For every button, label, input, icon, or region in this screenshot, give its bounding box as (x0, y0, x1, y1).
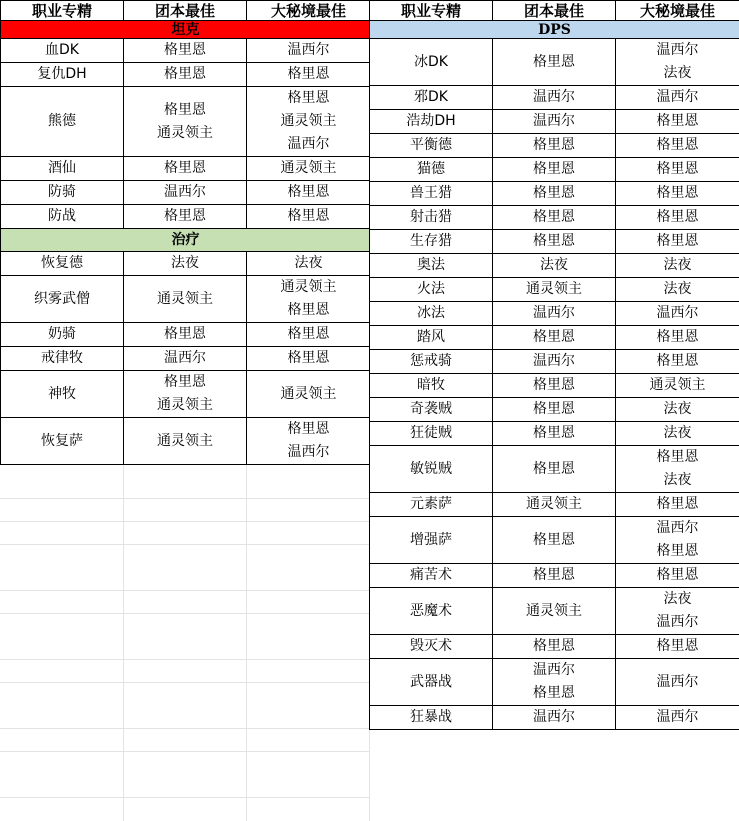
spec-name: 戒律牧 (41, 350, 83, 366)
table-row (1, 371, 371, 418)
spec-cell[interactable] (370, 706, 493, 730)
mplus-covenant-name: 格里恩 (656, 567, 699, 583)
table-row (1, 157, 371, 181)
spec-cell[interactable] (370, 278, 493, 302)
raid-covenant-name: 温西尔 (164, 350, 206, 366)
spec-cell[interactable] (1, 276, 124, 323)
table-row (370, 134, 739, 158)
grid-row-line (0, 498, 370, 499)
section-row-healer (1, 229, 371, 252)
mplus-covenant-name: 格里恩 (287, 350, 330, 366)
spec-name: 酒仙 (48, 160, 76, 176)
spec-cell[interactable] (370, 350, 493, 374)
mplus-covenant-name: 格里恩 (656, 449, 699, 465)
spec-name: 冰法 (417, 305, 445, 321)
spec-name: 兽王猎 (410, 185, 452, 201)
table-row (370, 230, 739, 254)
spec-cell[interactable] (1, 39, 124, 63)
spec-cell[interactable] (1, 323, 124, 347)
raid-covenant-cell[interactable] (493, 517, 616, 564)
table-row (370, 588, 739, 635)
spec-name: 奇袭贼 (410, 401, 452, 417)
spec-cell[interactable] (370, 422, 493, 446)
spec-name: 元素萨 (410, 496, 452, 512)
mplus-covenant-name: 格里恩 (656, 185, 699, 201)
raid-covenant-name: 格里恩 (533, 638, 575, 654)
mplus-covenant-name: 法夜 (663, 425, 692, 441)
raid-covenant-name: 格里恩 (533, 161, 575, 177)
spec-cell[interactable] (370, 659, 493, 706)
raid-covenant-cell[interactable] (493, 564, 616, 588)
mplus-covenant-cell[interactable] (616, 230, 739, 254)
mplus-covenant-name: 温西尔 (656, 709, 699, 725)
raid-covenant-name: 通灵领主 (157, 290, 213, 307)
raid-covenant-name: 法夜 (171, 255, 199, 271)
raid-covenant-name: 格里恩 (533, 460, 575, 477)
header-cell-spec[interactable]: 职业专精 (370, 1, 493, 21)
raid-covenant-name: 格里恩 (164, 208, 206, 224)
raid-covenant-name: 温西尔 (533, 709, 575, 725)
mplus-covenant-cell[interactable] (616, 706, 739, 730)
raid-covenant-cell[interactable] (493, 422, 616, 446)
raid-covenant-cell[interactable] (493, 39, 616, 86)
spec-cell[interactable] (370, 398, 493, 422)
raid-covenant-name: 格里恩 (533, 401, 575, 417)
mplus-covenant-cell[interactable] (616, 422, 739, 446)
table-row (1, 39, 371, 63)
raid-covenant-name: 温西尔 (164, 184, 206, 200)
raid-covenant-name: 温西尔 (533, 89, 575, 105)
section-row-tank (1, 21, 371, 39)
spec-cell[interactable] (1, 87, 124, 157)
spec-name: 射击猎 (410, 209, 452, 225)
mplus-covenant-name: 格里恩 (656, 543, 699, 559)
header-cell-spec[interactable]: 职业专精 (1, 1, 124, 21)
spec-cell[interactable] (370, 302, 493, 326)
section-title-healer[interactable]: 治疗 (1, 229, 371, 252)
mplus-covenant-cell[interactable] (616, 86, 739, 110)
spec-cell[interactable] (370, 182, 493, 206)
raid-covenant-cell[interactable] (124, 418, 247, 465)
raid-covenant-cell[interactable] (493, 182, 616, 206)
raid-covenant-name: 通灵领主 (157, 124, 213, 141)
raid-covenant-cell[interactable] (124, 347, 247, 371)
mplus-covenant-name: 格里恩 (287, 302, 330, 318)
header-cell-mplus[interactable]: 大秘境最佳 (247, 1, 371, 21)
spec-name: 恢复萨 (41, 432, 83, 449)
raid-covenant-name: 通灵领主 (157, 432, 213, 449)
mplus-covenant-cell[interactable] (616, 446, 739, 493)
mplus-covenant-cell[interactable] (616, 182, 739, 206)
mplus-covenant-name: 法夜 (663, 281, 692, 297)
mplus-covenant-cell[interactable] (616, 374, 739, 398)
raid-covenant-cell[interactable] (124, 39, 247, 63)
raid-covenant-cell[interactable] (124, 323, 247, 347)
mplus-covenant-name: 格里恩 (656, 329, 699, 345)
spec-name: 敏锐贼 (410, 460, 452, 477)
mplus-covenant-name: 法夜 (663, 257, 692, 273)
raid-covenant-cell[interactable] (124, 252, 247, 276)
mplus-covenant-cell[interactable] (247, 418, 371, 465)
grid-row-line (0, 728, 370, 729)
header-row (1, 1, 371, 21)
spec-name: 恢复德 (41, 255, 83, 271)
table-row (370, 517, 739, 564)
section-title-dps[interactable]: DPS (370, 21, 739, 39)
spec-name: 神牧 (48, 385, 76, 402)
table-row (370, 182, 739, 206)
header-cell-mplus[interactable]: 大秘境最佳 (616, 1, 739, 21)
grid-row-line (0, 544, 370, 545)
table-row (1, 347, 371, 371)
mplus-covenant-cell[interactable] (247, 157, 371, 181)
spec-name: 奥法 (417, 257, 445, 273)
healer-rows (1, 252, 371, 465)
mplus-covenant-name: 法夜 (663, 472, 692, 488)
mplus-covenant-name: 格里恩 (656, 353, 699, 369)
mplus-covenant-name: 温西尔 (287, 136, 330, 152)
table-row (1, 63, 371, 87)
table-row (370, 706, 739, 730)
raid-covenant-cell[interactable] (493, 134, 616, 158)
raid-covenant-name: 格里恩 (164, 160, 206, 176)
spec-cell[interactable] (370, 374, 493, 398)
table-row (370, 493, 739, 517)
spec-cell[interactable] (370, 326, 493, 350)
mplus-covenant-cell[interactable] (616, 39, 739, 86)
mplus-covenant-name: 温西尔 (656, 89, 699, 105)
spec-cell[interactable] (370, 635, 493, 659)
mplus-covenant-cell[interactable] (616, 134, 739, 158)
raid-covenant-name: 法夜 (540, 257, 568, 273)
spec-cell[interactable] (370, 86, 493, 110)
mplus-covenant-name: 格里恩 (287, 66, 330, 82)
grid-row-line (0, 613, 370, 614)
spec-name: 踏风 (417, 329, 445, 345)
spec-name: 火法 (417, 281, 445, 297)
table-row (370, 422, 739, 446)
table-row (370, 398, 739, 422)
spec-cell[interactable] (1, 418, 124, 465)
table-row (1, 252, 371, 276)
raid-covenant-cell[interactable] (493, 588, 616, 635)
header-row (370, 1, 739, 21)
spec-name: 血DK (45, 42, 79, 58)
table-row (1, 418, 371, 465)
mplus-covenant-cell[interactable] (247, 323, 371, 347)
raid-covenant-cell[interactable] (124, 371, 247, 418)
table-row (370, 326, 739, 350)
mplus-covenant-name: 法夜 (663, 65, 692, 81)
raid-covenant-cell[interactable] (493, 635, 616, 659)
mplus-covenant-cell[interactable] (247, 39, 371, 63)
mplus-covenant-cell[interactable] (247, 252, 371, 276)
spec-cell[interactable] (370, 446, 493, 493)
mplus-covenant-cell[interactable] (247, 347, 371, 371)
mplus-covenant-cell[interactable] (616, 206, 739, 230)
table-row (1, 205, 371, 229)
raid-covenant-name: 格里恩 (164, 101, 206, 118)
spec-name: 狂徒贼 (410, 425, 452, 441)
spec-name: 毁灭术 (410, 638, 452, 654)
table-row (1, 323, 371, 347)
spec-name: 生存猎 (410, 233, 452, 249)
raid-covenant-name: 格里恩 (164, 326, 206, 342)
mplus-covenant-cell[interactable] (247, 87, 371, 157)
spec-cell[interactable] (370, 493, 493, 517)
raid-covenant-cell[interactable] (124, 157, 247, 181)
section-row-dps (370, 21, 739, 39)
mplus-covenant-cell[interactable] (247, 63, 371, 87)
dps-rows (370, 39, 739, 730)
mplus-covenant-cell[interactable] (616, 564, 739, 588)
table-row (1, 276, 371, 323)
table-row (370, 39, 739, 86)
spec-name: 增强萨 (410, 531, 452, 548)
spec-cell[interactable] (370, 517, 493, 564)
spec-name: 邪DK (414, 89, 448, 105)
spec-name: 猫德 (417, 161, 445, 177)
mplus-covenant-cell[interactable] (616, 493, 739, 517)
raid-covenant-name: 温西尔 (533, 353, 575, 369)
raid-covenant-name: 格里恩 (533, 685, 575, 701)
mplus-covenant-name: 温西尔 (656, 614, 699, 630)
spec-name: 平衡德 (410, 137, 452, 153)
mplus-covenant-cell[interactable] (247, 371, 371, 418)
raid-covenant-cell[interactable] (493, 278, 616, 302)
raid-covenant-name: 格里恩 (533, 233, 575, 249)
raid-covenant-name: 格里恩 (533, 531, 575, 548)
table-row (370, 302, 739, 326)
spec-cell[interactable] (370, 588, 493, 635)
mplus-covenant-name: 格里恩 (656, 496, 699, 512)
spec-name: 恶魔术 (410, 602, 452, 619)
table-row (370, 206, 739, 230)
tank-rows (1, 39, 371, 229)
grid-row-line (0, 521, 370, 522)
spec-cell[interactable] (1, 157, 124, 181)
raid-covenant-cell[interactable] (493, 706, 616, 730)
raid-covenant-cell[interactable] (124, 276, 247, 323)
spec-name: 浩劫DH (406, 113, 456, 129)
raid-covenant-cell[interactable] (493, 398, 616, 422)
spec-cell[interactable] (370, 230, 493, 254)
raid-covenant-cell[interactable] (493, 302, 616, 326)
spec-cell[interactable] (370, 134, 493, 158)
spec-name: 暗牧 (417, 377, 445, 393)
raid-covenant-cell[interactable] (493, 254, 616, 278)
spec-cell[interactable] (370, 254, 493, 278)
spec-name: 武器战 (410, 673, 452, 690)
section-title-tank[interactable]: 坦克 (1, 21, 371, 39)
raid-covenant-cell[interactable] (124, 181, 247, 205)
raid-covenant-name: 格里恩 (533, 329, 575, 345)
mplus-covenant-name: 法夜 (663, 401, 692, 417)
mplus-covenant-name: 通灵领主 (280, 385, 337, 402)
mplus-covenant-cell[interactable] (616, 110, 739, 134)
spec-name: 奶骑 (48, 326, 76, 342)
mplus-covenant-name: 通灵领主 (649, 377, 706, 393)
raid-covenant-name: 格里恩 (164, 42, 206, 58)
raid-covenant-cell[interactable] (493, 446, 616, 493)
table-row (370, 446, 739, 493)
mplus-covenant-cell[interactable] (616, 588, 739, 635)
spec-cell[interactable] (1, 347, 124, 371)
spec-cell[interactable] (1, 252, 124, 276)
grid-row-line (0, 751, 370, 752)
mplus-covenant-cell[interactable] (616, 254, 739, 278)
mplus-covenant-cell[interactable] (616, 517, 739, 564)
mplus-covenant-cell[interactable] (616, 350, 739, 374)
table-row (370, 278, 739, 302)
spec-cell[interactable] (370, 564, 493, 588)
spec-cell[interactable] (1, 63, 124, 87)
raid-covenant-cell[interactable] (124, 63, 247, 87)
raid-covenant-cell[interactable] (493, 206, 616, 230)
raid-covenant-cell[interactable] (124, 205, 247, 229)
mplus-covenant-name: 温西尔 (656, 673, 699, 690)
raid-covenant-name: 格里恩 (533, 53, 575, 70)
mplus-covenant-cell[interactable] (616, 635, 739, 659)
mplus-covenant-cell[interactable] (616, 278, 739, 302)
spec-name: 痛苦术 (410, 567, 452, 583)
spec-cell[interactable] (1, 205, 124, 229)
table-row (370, 110, 739, 134)
raid-covenant-cell[interactable] (124, 87, 247, 157)
raid-covenant-name: 格里恩 (533, 377, 575, 393)
spec-cell[interactable] (370, 158, 493, 182)
mplus-covenant-name: 格里恩 (656, 161, 699, 177)
mplus-covenant-cell[interactable] (616, 659, 739, 706)
mplus-covenant-name: 温西尔 (656, 42, 699, 58)
spec-name: 冰DK (414, 53, 448, 70)
mplus-covenant-cell[interactable] (616, 158, 739, 182)
raid-covenant-name: 格里恩 (533, 425, 575, 441)
table-row (370, 86, 739, 110)
header-cell-raid[interactable]: 团本最佳 (493, 1, 616, 21)
raid-covenant-cell[interactable] (493, 374, 616, 398)
mplus-covenant-cell[interactable] (616, 398, 739, 422)
raid-covenant-cell[interactable] (493, 493, 616, 517)
mplus-covenant-name: 温西尔 (656, 520, 699, 536)
header-cell-raid[interactable]: 团本最佳 (124, 1, 247, 21)
mplus-covenant-name: 格里恩 (656, 113, 699, 129)
raid-covenant-cell[interactable] (493, 86, 616, 110)
grid-row-line (0, 659, 370, 660)
spec-name: 防战 (48, 208, 76, 224)
mplus-covenant-name: 温西尔 (287, 444, 330, 460)
raid-covenant-name: 通灵领主 (526, 281, 582, 297)
raid-covenant-name: 格里恩 (533, 185, 575, 201)
raid-covenant-name: 通灵领主 (157, 397, 213, 413)
table-row (370, 564, 739, 588)
mplus-covenant-cell[interactable] (616, 326, 739, 350)
table-row (370, 659, 739, 706)
raid-covenant-cell[interactable] (493, 659, 616, 706)
raid-covenant-name: 格里恩 (533, 209, 575, 225)
table-row (370, 374, 739, 398)
mplus-covenant-name: 通灵领主 (280, 113, 337, 129)
mplus-covenant-name: 通灵领主 (280, 279, 337, 295)
table-row (370, 254, 739, 278)
raid-covenant-name: 温西尔 (533, 305, 575, 321)
raid-covenant-cell[interactable] (493, 350, 616, 374)
spec-cell[interactable] (370, 110, 493, 134)
raid-covenant-name: 温西尔 (533, 113, 575, 129)
mplus-covenant-name: 格里恩 (287, 326, 330, 342)
grid-row-line (0, 590, 370, 591)
raid-covenant-cell[interactable] (493, 110, 616, 134)
table-row (1, 181, 371, 205)
mplus-covenant-name: 格里恩 (287, 421, 330, 437)
mplus-covenant-name: 格里恩 (656, 233, 699, 249)
mplus-covenant-name: 格里恩 (656, 209, 699, 225)
mplus-covenant-name: 格里恩 (287, 90, 330, 106)
grid-row-line (0, 797, 370, 798)
spec-cell[interactable] (370, 206, 493, 230)
mplus-covenant-name: 格里恩 (656, 137, 699, 153)
spec-name: 熊德 (48, 113, 76, 129)
raid-covenant-cell[interactable] (493, 158, 616, 182)
raid-covenant-name: 温西尔 (533, 662, 575, 678)
raid-covenant-name: 格里恩 (533, 137, 575, 153)
mplus-covenant-name: 通灵领主 (280, 160, 337, 176)
raid-covenant-name: 格里恩 (164, 374, 206, 390)
right-table (369, 0, 739, 730)
mplus-covenant-name: 格里恩 (287, 208, 330, 224)
raid-covenant-name: 格里恩 (164, 66, 206, 82)
mplus-covenant-name: 格里恩 (656, 638, 699, 654)
mplus-covenant-name: 温西尔 (287, 42, 330, 58)
table-row (1, 87, 371, 157)
mplus-covenant-cell[interactable] (616, 302, 739, 326)
left-table (0, 0, 371, 465)
table-row (370, 635, 739, 659)
mplus-covenant-name: 法夜 (663, 591, 692, 607)
spec-name: 复仇DH (37, 66, 87, 82)
raid-covenant-name: 通灵领主 (526, 602, 582, 619)
raid-covenant-cell[interactable] (493, 230, 616, 254)
table-row (370, 350, 739, 374)
mplus-covenant-cell[interactable] (247, 276, 371, 323)
mplus-covenant-name: 格里恩 (287, 184, 330, 200)
mplus-covenant-name: 法夜 (294, 255, 323, 271)
spec-cell[interactable] (1, 371, 124, 418)
mplus-covenant-cell[interactable] (247, 181, 371, 205)
spec-cell[interactable] (370, 39, 493, 86)
mplus-covenant-name: 温西尔 (656, 305, 699, 321)
raid-covenant-name: 通灵领主 (526, 496, 582, 512)
table-row (370, 158, 739, 182)
spec-name: 惩戒骑 (410, 353, 452, 369)
spec-name: 防骑 (48, 184, 76, 200)
grid-row-line (0, 682, 370, 683)
spec-cell[interactable] (1, 181, 124, 205)
raid-covenant-cell[interactable] (493, 326, 616, 350)
raid-covenant-name: 格里恩 (533, 567, 575, 583)
mplus-covenant-cell[interactable] (247, 205, 371, 229)
spec-name: 狂暴战 (410, 709, 452, 725)
spec-name: 织雾武僧 (34, 290, 90, 307)
